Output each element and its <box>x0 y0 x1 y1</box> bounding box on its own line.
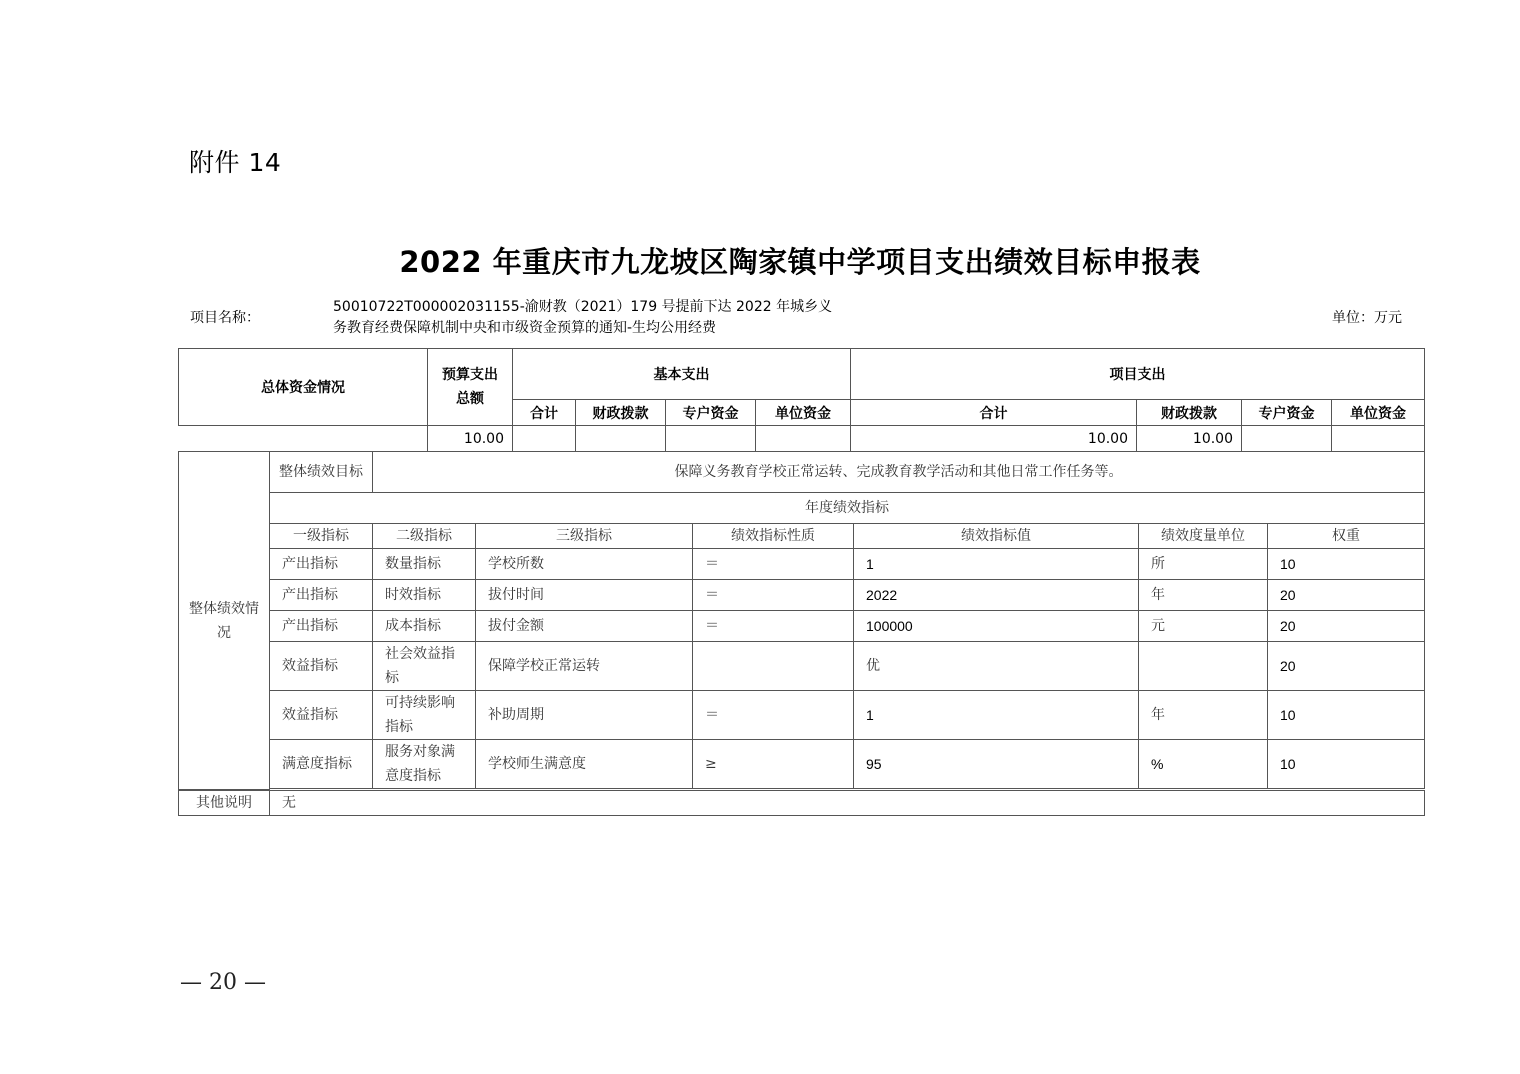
weight-cell: 10 <box>1268 740 1425 789</box>
basic-col-unit-fund: 单位资金 <box>756 400 851 426</box>
weight-cell: 10 <box>1268 691 1425 740</box>
basic-expense-label: 基本支出 <box>513 349 851 400</box>
level3-cell: 学校所数 <box>476 549 693 580</box>
value-cell: 1 <box>854 549 1139 580</box>
basic-col-special: 专户资金 <box>666 400 756 426</box>
nature-cell: ＝ <box>693 691 854 740</box>
basic-unit-value <box>756 426 851 452</box>
level1-cell: 产出指标 <box>270 611 373 642</box>
level3-cell: 学校师生满意度 <box>476 740 693 789</box>
project-unit-value <box>1332 426 1425 452</box>
project-name-label: 项目名称： <box>190 310 260 326</box>
table-row <box>179 642 1425 691</box>
table-row <box>179 549 1425 580</box>
budget-total-value: 10.00 <box>428 426 513 452</box>
unit-cell <box>1139 642 1268 691</box>
header-weight: 权重 <box>1268 524 1425 549</box>
unit-label: 单位：万元 <box>1332 310 1402 326</box>
project-total-value: 10.00 <box>851 426 1137 452</box>
project-col-total: 合计 <box>851 400 1137 426</box>
nature-cell: ＝ <box>693 580 854 611</box>
header-level1: 一级指标 <box>270 524 373 549</box>
header-unit: 绩效度量单位 <box>1139 524 1268 549</box>
unit-cell: 所 <box>1139 549 1268 580</box>
nature-cell: ＝ <box>693 549 854 580</box>
overall-goal-label: 整体绩效目标 <box>270 452 373 493</box>
page-title: 2022 年重庆市九龙坡区陶家镇中学项目支出绩效目标申报表 <box>399 245 1201 279</box>
level3-cell: 保障学校正常运转 <box>476 642 693 691</box>
level2-cell: 数量指标 <box>373 549 476 580</box>
table-row <box>179 691 1425 740</box>
basic-total-value <box>513 426 576 452</box>
level3-cell: 补助周期 <box>476 691 693 740</box>
basic-col-fiscal: 财政拨款 <box>576 400 666 426</box>
budget-total-label: 预算支出总额 <box>428 349 513 426</box>
level2-cell: 成本指标 <box>373 611 476 642</box>
value-cell: 95 <box>854 740 1139 789</box>
level2-cell: 可持续影响指标 <box>373 691 476 740</box>
level3-cell: 拔付金额 <box>476 611 693 642</box>
level1-cell: 效益指标 <box>270 691 373 740</box>
annual-indicators-label: 年度绩效指标 <box>270 493 1425 524</box>
project-name-line-1: 50010722T000002031155-渝财教（2021）179 号提前下达 2022 年城乡义 <box>333 299 833 315</box>
weight-cell: 20 <box>1268 580 1425 611</box>
level1-cell: 产出指标 <box>270 580 373 611</box>
project-col-unit-fund: 单位资金 <box>1332 400 1425 426</box>
performance-section-label: 整体绩效情况 <box>179 452 270 790</box>
level3-cell: 拔付时间 <box>476 580 693 611</box>
table-row <box>179 580 1425 611</box>
level1-cell: 满意度指标 <box>270 740 373 789</box>
nature-cell <box>693 642 854 691</box>
project-name <box>333 297 853 339</box>
value-cell: 100000 <box>854 611 1139 642</box>
header-level2: 二级指标 <box>373 524 476 549</box>
header-level3: 三级指标 <box>476 524 693 549</box>
project-expense-label: 项目支出 <box>851 349 1425 400</box>
table-row <box>179 611 1425 642</box>
level1-cell: 产出指标 <box>270 549 373 580</box>
weight-cell: 20 <box>1268 611 1425 642</box>
weight-cell: 20 <box>1268 642 1425 691</box>
unit-cell: % <box>1139 740 1268 789</box>
overall-goal-text: 保障义务教育学校正常运转、完成教育教学活动和其他日常工作任务等。 <box>373 452 1425 493</box>
unit-cell: 年 <box>1139 691 1268 740</box>
other-notes-label: 其他说明 <box>179 791 270 816</box>
project-fiscal-value: 10.00 <box>1137 426 1242 452</box>
funding-blank-cell <box>179 426 428 452</box>
project-special-value <box>1242 426 1332 452</box>
attachment-label: 附件 14 <box>189 148 282 177</box>
funding-section-label: 总体资金情况 <box>179 349 428 426</box>
nature-cell: ≥ <box>693 740 854 789</box>
level2-cell: 服务对象满意度指标 <box>373 740 476 789</box>
value-cell: 优 <box>854 642 1139 691</box>
weight-cell: 10 <box>1268 549 1425 580</box>
level2-cell: 社会效益指标 <box>373 642 476 691</box>
project-col-fiscal: 财政拨款 <box>1137 400 1242 426</box>
unit-cell: 年 <box>1139 580 1268 611</box>
value-cell: 2022 <box>854 580 1139 611</box>
table-row <box>179 740 1425 789</box>
page-number: — 20 — <box>180 970 266 995</box>
funding-table <box>178 348 1425 452</box>
level1-cell: 效益指标 <box>270 642 373 691</box>
nature-cell: ＝ <box>693 611 854 642</box>
basic-special-value <box>666 426 756 452</box>
unit-cell: 元 <box>1139 611 1268 642</box>
basic-col-total: 合计 <box>513 400 576 426</box>
project-col-special: 专户资金 <box>1242 400 1332 426</box>
basic-fiscal-value <box>576 426 666 452</box>
project-name-line-2: 务教育经费保障机制中央和市级资金预算的通知-生均公用经费 <box>333 320 717 336</box>
header-value: 绩效指标值 <box>854 524 1139 549</box>
header-nature: 绩效指标性质 <box>693 524 854 549</box>
performance-table <box>178 451 1425 816</box>
other-notes-value: 无 <box>270 791 1425 816</box>
value-cell: 1 <box>854 691 1139 740</box>
level2-cell: 时效指标 <box>373 580 476 611</box>
